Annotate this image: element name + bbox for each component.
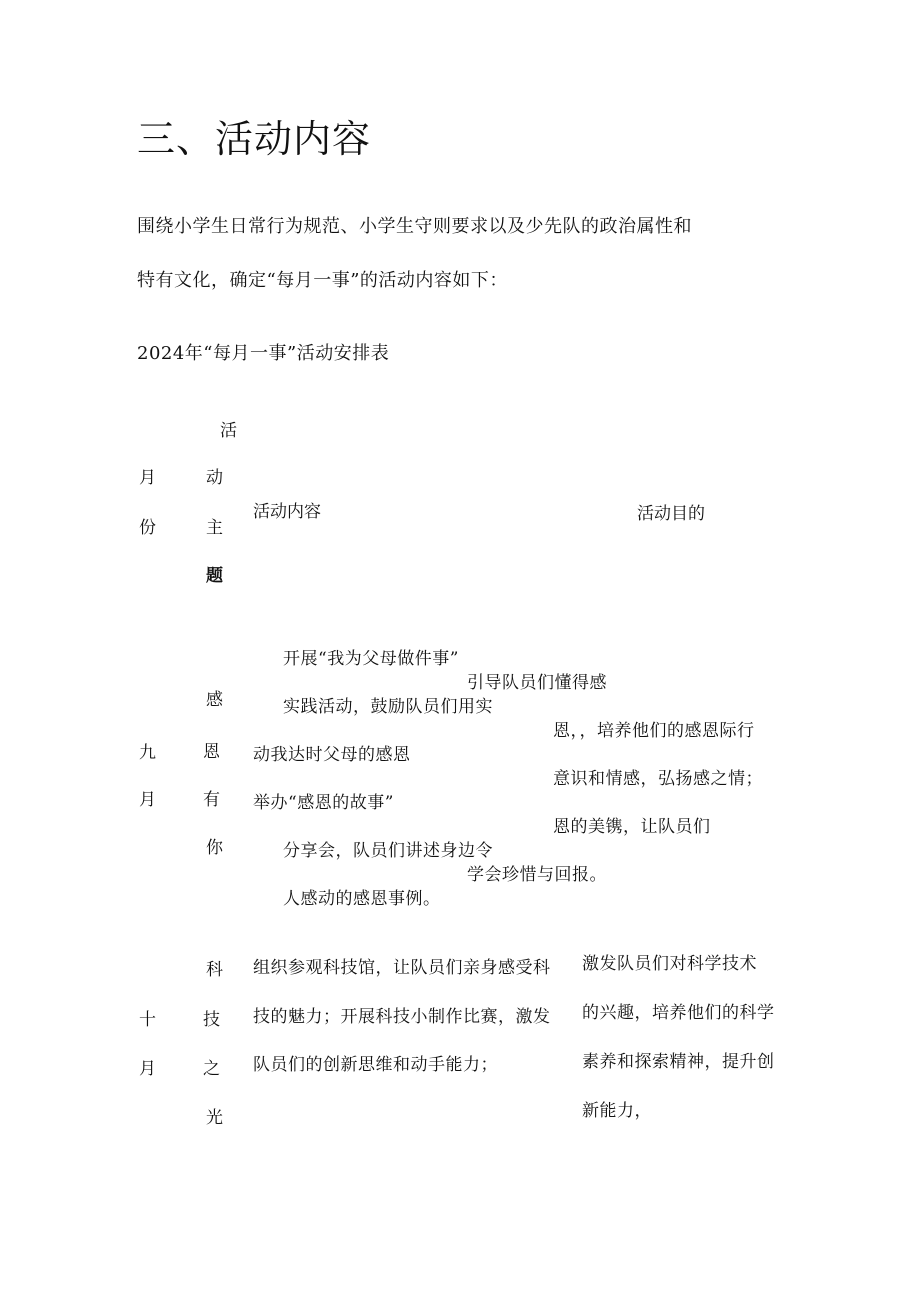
intro-line-2: 特有文化，确定“每月一事”的活动内容如下： — [137, 270, 508, 291]
row-purpose-line: 恩，，培养他们的感恩际行 — [553, 721, 755, 741]
row-theme-char: 科 — [206, 960, 223, 980]
row-purpose-line: 学会珍惜与回报。 — [467, 865, 607, 885]
row-purpose-line: 恩的美镌，让队员们 — [553, 817, 711, 837]
row-content-line: 举办“感恩的故事” — [253, 793, 394, 813]
row-content-line: 开展“我为父母做件事” — [283, 649, 459, 669]
intro-line-1: 围绕小学生日常行为规范、小学生守则要求以及少先队的政治属性和 — [137, 216, 692, 237]
row-purpose-line: 意识和情感，弘扬感之情； — [553, 769, 763, 789]
row-theme-char: 技 — [203, 1010, 220, 1030]
header-theme-char: 活 — [220, 421, 237, 441]
header-month-char: 月 — [139, 468, 156, 488]
row-purpose-line: 的兴趣，培养他们的科学 — [582, 1003, 775, 1023]
row-theme-char: 恩 — [203, 742, 220, 762]
row-content-line: 技的魅力；开展科技小制作比赛，激发 — [253, 1007, 551, 1027]
section-heading: 三、活动内容 — [137, 117, 372, 161]
row-theme-char: 有 — [203, 790, 220, 810]
header-theme-char: 主 — [206, 518, 223, 538]
header-theme-char: 动 — [206, 468, 223, 488]
row-month-char: 月 — [139, 790, 156, 810]
row-month-char: 九 — [139, 743, 156, 763]
header-theme-char: 题 — [206, 566, 223, 586]
row-content-line: 组织参观科技馆，让队员们亲身感受科 — [253, 958, 551, 978]
row-purpose-line: 素养和探索精神，提升创 — [582, 1052, 775, 1072]
header-month-char: 份 — [139, 518, 156, 538]
row-purpose-line: 引导队员们懂得感 — [467, 673, 607, 693]
row-month-char: 十 — [139, 1010, 156, 1030]
row-content-line: 人感动的感恩事例。 — [283, 889, 441, 909]
row-month-char: 月 — [139, 1059, 156, 1079]
row-theme-char: 之 — [203, 1059, 220, 1079]
table-caption: 2024年“每月一事”活动安排表 — [137, 343, 390, 364]
header-purpose: 活动目的 — [637, 504, 705, 524]
row-content-line: 队员们的创新思维和动手能力； — [253, 1055, 498, 1075]
row-theme-char: 你 — [206, 838, 223, 858]
row-theme-char: 感 — [206, 690, 223, 710]
row-content-line: 实践活动，鼓励队员们用实 — [283, 697, 493, 717]
header-content: 活动内容 — [253, 502, 321, 522]
row-theme-char: 光 — [206, 1108, 223, 1128]
row-purpose-line: 新能力， — [582, 1101, 652, 1121]
row-purpose-line: 激发队员们对科学技术 — [582, 954, 757, 974]
row-content-line: 动我达时父母的感恩 — [253, 745, 411, 765]
row-content-line: 分享会，队员们讲述身边令 — [283, 841, 493, 861]
